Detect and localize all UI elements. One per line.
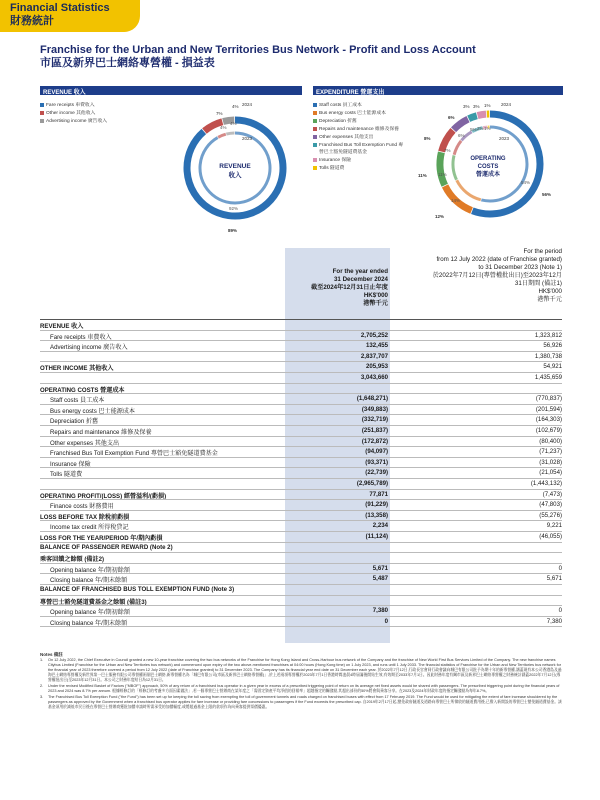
expenditure-outer-slice xyxy=(469,116,477,119)
row-label: Advertising income 廣告收入 xyxy=(50,344,128,352)
exp-i7: 7% xyxy=(444,148,451,153)
expenditure-inner-slice xyxy=(457,180,481,200)
revenue-donut-chart xyxy=(180,100,290,232)
value-2024: (93,371) xyxy=(365,458,388,466)
expenditure-inner-year: 2023 xyxy=(499,136,510,141)
value-2024: 2,705,252 xyxy=(360,331,388,339)
exp-i54: 54% xyxy=(521,180,531,185)
column-header-line: 31 December 2024 xyxy=(333,276,388,283)
legend-swatch xyxy=(313,143,317,147)
note-number: 1. xyxy=(40,658,44,662)
row-rule xyxy=(40,383,562,384)
header-en: Financial Statistics xyxy=(10,2,110,14)
row-rule xyxy=(40,414,562,415)
expenditure-legend-item xyxy=(313,126,405,133)
expenditure-legend-item xyxy=(313,157,405,164)
exp-o11: 11% xyxy=(418,173,427,178)
row-label: OTHER INCOME 其他收入 xyxy=(40,365,114,373)
table-top-rule xyxy=(40,319,562,320)
value-2023: (7,473) xyxy=(542,490,562,498)
row-rule xyxy=(40,446,562,447)
legend-swatch xyxy=(313,111,317,115)
column-header-line: 港幣千元 xyxy=(363,300,388,307)
row-label: Income tax credit 所得稅貸記 xyxy=(50,524,129,532)
note-item xyxy=(40,658,562,683)
expenditure-legend-item xyxy=(313,118,405,125)
row-label: Insurance 保險 xyxy=(50,460,91,468)
revenue-inner-slice xyxy=(226,133,234,134)
table-row xyxy=(40,416,562,425)
row-rule xyxy=(40,457,562,458)
expenditure-inner-slice xyxy=(454,141,461,155)
revenue-legend-item xyxy=(40,118,130,125)
exp-i2: 2% xyxy=(477,126,484,131)
column-header-line: 31日期間 (備註1) xyxy=(514,280,562,287)
legend-swatch xyxy=(313,135,317,139)
value-2024: 5,487 xyxy=(372,575,388,583)
exp-i5: 5% xyxy=(470,127,477,132)
revenue-center-zh: 收入 xyxy=(228,172,242,179)
table-row xyxy=(40,522,562,531)
value-2023: (55,276) xyxy=(539,511,562,519)
row-rule xyxy=(40,563,562,564)
notes-section xyxy=(40,652,562,711)
table-row xyxy=(40,512,562,521)
value-2023: (21,054) xyxy=(539,469,562,477)
value-2024: (13,358) xyxy=(365,511,388,519)
row-label: Franchised Bus Toll Exemption Fund 專營巴士豁免隧道費基金 xyxy=(50,450,218,458)
column-header-line: 於2022年7月12日(專營權批出日)至2023年12月 xyxy=(432,272,562,279)
value-2023: (47,803) xyxy=(539,501,562,509)
value-2023: (1,443,132) xyxy=(530,480,562,487)
legend-swatch xyxy=(313,103,317,107)
value-2024: (251,837) xyxy=(361,427,388,434)
value-2024: 2,234 xyxy=(372,522,388,530)
revenue-legend-item xyxy=(40,110,130,117)
table-row xyxy=(40,438,562,447)
column-header-line: 港幣千元 xyxy=(537,296,562,303)
legend-label: Other expenses 其他支出 xyxy=(319,135,374,140)
row-rule xyxy=(40,340,562,341)
value-2024: (332,719) xyxy=(361,416,388,424)
column-header-line: 截至2024年12月31日止年度 xyxy=(310,284,388,291)
legend-label: Advertising income 廣告收入 xyxy=(46,119,108,124)
note-number: 2. xyxy=(40,684,44,688)
expenditure-legend xyxy=(313,102,405,173)
row-label: Repairs and maintenance 維修及保養 xyxy=(50,429,152,436)
row-label: LOSS BEFORE TAX 除稅前虧損 xyxy=(40,513,130,521)
revenue-legend-item xyxy=(40,102,130,109)
table-row xyxy=(40,597,562,606)
value-2024: 2,837,707 xyxy=(360,352,388,360)
title-zh: 市區及新界巴士網絡專營權 - 損益表 xyxy=(40,57,215,69)
revenue-inner-other-pct: 4% xyxy=(220,125,227,130)
value-2023: (102,679) xyxy=(535,427,562,434)
value-2023: 9,221 xyxy=(546,522,562,530)
note-text: The Franchised Bus Toll Exemption Fund ("the Fund") has been set up for keeping the toll saving from exempting the toll of government tunnels and roads charged on franchised buses with effect from 17 February 2019. The Fund would be used for mitigating the extent of fare increase shouldered by the passengers as approved by the Government when a franchised bus operator applies for fare increase or providing fare concessions to passengers if the Fund exceeds the prescribed cap. 自2019年2月17日起,豁免政府隧道及道路向專營巴士所徵收的隧道費用後,已撥入新開設的專營巴士豁免隧道費基金。該基金須用於減低市民日後在專營巴士營辦商獲批加價申請時所需承受的加價幅度,或將超過基金上限的款項作為向乘客提供票價優惠。 xyxy=(48,695,562,709)
exp-o1: 1% xyxy=(484,103,491,108)
note-text: On 12 July 2022, the Chief Executive in Council granted a new 10-year franchise covering the two bus networks of the Franchise for Hong Kong Island and Cross-Harbour bus network of the Company and the franchise of New World First Bus Services Limited of the Company. The new franchise names Citybus Limited (Franchise for the Urban and New Territories bus network) and commenced upon expiry of the two above-mentioned franchises at 04:00 hours (Hong Kong time) on 1 July 2023, and runs until 1 July 2033. The financial statistics of Franchise for the Urban and New Territories bus network for the financial year of 2023 therefore covered a period from 12 July 2022 (date of Franchise granted) to 31 December 2023. The Company has its financial year end date on 31 December each year. 於2022年7月12日,行政長官會同行政會議向城巴有限公司批予為期十年的新專營權,涵蓋現有本公司香港島及過海巴士網絡專營權及新世界第一巴士服務有限公司專營權兩個巴士網絡,新專營權名為「城巴有限公司(市區及新界巴士網絡專營權)」,於上述兩項專營權於2023年7月1日香港時間凌晨4時屆滿後開始生效,有效期至2033年7月1日。因此財務年度有關市區及新界巴士網絡專營權之財務統計涵蓋2022年7月12日(專營權批出日)至2023年12月31日。本公司之財務年度結日為12月31日。 xyxy=(48,658,562,682)
exp-i11: 11% xyxy=(438,172,447,177)
value-2024: 3,043,660 xyxy=(360,374,388,381)
column-header-2024 xyxy=(290,268,388,308)
legend-swatch xyxy=(40,119,44,123)
legend-label: Insurance 保險 xyxy=(319,158,351,163)
expenditure-center-3: 營運成本 xyxy=(475,172,501,178)
row-rule xyxy=(40,542,562,543)
row-rule xyxy=(40,510,562,511)
row-label: LOSS FOR THE YEAR/PERIOD 年/期內虧損 xyxy=(40,535,163,542)
legend-swatch xyxy=(40,111,44,115)
legend-label: Other income 其他收入 xyxy=(46,111,96,116)
row-rule xyxy=(40,404,562,405)
value-2024: 0 xyxy=(384,617,388,625)
value-2023: 1,435,659 xyxy=(534,374,562,381)
column-header-line: For the year ended xyxy=(332,268,388,275)
expenditure-legend-item xyxy=(313,165,405,172)
value-2023: 7,380 xyxy=(546,617,562,625)
table-row xyxy=(40,586,562,595)
row-label: 乘客回饋之餘額 (備註2) xyxy=(40,556,104,564)
revenue-inner-year: 2023 xyxy=(242,136,253,141)
row-rule xyxy=(40,393,562,394)
table-row xyxy=(40,565,562,574)
revenue-outer-adv-pct: 4% xyxy=(232,104,239,109)
expenditure-inner-slice xyxy=(453,155,457,179)
expenditure-donut-chart xyxy=(418,100,562,224)
legend-swatch xyxy=(313,127,317,131)
column-header-line: For the period xyxy=(523,248,562,255)
row-rule xyxy=(40,436,562,437)
table-row xyxy=(40,332,562,341)
row-rule xyxy=(40,489,562,490)
value-2023: 1,380,738 xyxy=(534,352,562,360)
value-2023: (164,303) xyxy=(535,416,562,424)
note-text: Under the revised Modified Basket of Factors ("MBOF") approach, 50% of any return of a franchised bus operator in a given year in excess of a prescribed triggering point of return on its average net fixed assets would be shared with passengers. The prescribed triggering point during the financial years of 2023 and 2024 was 8.7% per annum. 根據經修訂的「經修訂的考慮多方面因素做法」,若一個專營巴士營辦商在某年度之「需固定資產平均淨值的回報率」超越指定的觸發點,其超出部份的50%將會與乘客分享。在2023及2024年財政年度的指定觸發點為每年8.7%。 xyxy=(48,684,560,693)
exp-i14: 14% xyxy=(451,198,461,203)
value-2023: 0 xyxy=(558,607,562,615)
table-row xyxy=(40,427,562,436)
notes-heading: Notes 備註 xyxy=(40,652,63,657)
row-rule xyxy=(40,573,562,574)
row-rule xyxy=(40,467,562,468)
expenditure-outer-slice xyxy=(478,114,487,115)
expenditure-outer-slice xyxy=(440,152,445,185)
note-number: 3. xyxy=(40,695,44,699)
table-row xyxy=(40,469,562,478)
expenditure-legend-item xyxy=(313,142,405,156)
value-2023: 5,671 xyxy=(546,575,562,583)
exp-o8: 8% xyxy=(424,136,431,141)
value-2023: (46,055) xyxy=(539,533,562,540)
value-2024: (94,097) xyxy=(365,448,388,456)
table-row xyxy=(40,459,562,468)
row-rule xyxy=(40,616,562,617)
value-2023: (770,837) xyxy=(535,395,562,403)
row-label: BALANCE OF PASSENGER REWARD (Note 2) xyxy=(40,543,173,551)
expenditure-outer-year: 2024 xyxy=(501,102,512,107)
table-row xyxy=(40,501,562,510)
row-label: Closing balance 年/期末餘額 xyxy=(50,577,128,585)
row-label: Other expenses 其他支出 xyxy=(50,439,120,447)
exp-o3a: 3% xyxy=(463,104,470,109)
revenue-heading: REVENUE 收入 xyxy=(40,86,302,95)
legend-label: Tolls 隧道費 xyxy=(319,166,345,171)
value-2023: (31,028) xyxy=(539,458,562,466)
expenditure-legend-item xyxy=(313,134,405,141)
legend-swatch xyxy=(313,166,317,170)
row-label: Opening balance 年/期初餘額 xyxy=(50,566,130,574)
table-row xyxy=(40,448,562,457)
section-header xyxy=(10,2,110,28)
table-row xyxy=(40,395,562,404)
row-rule xyxy=(40,520,562,521)
revenue-inner-adv-pct: 4% xyxy=(230,121,237,126)
column-header-line: to 31 December 2023 (Note 1) xyxy=(478,264,562,271)
expenditure-center-2: COSTS xyxy=(477,164,499,170)
table-row xyxy=(40,480,562,489)
legend-label: Depreciation 折舊 xyxy=(319,119,357,124)
header-zh: 財務統計 xyxy=(10,15,54,27)
title-en: Franchise for the Urban and New Territories Bus Network - Profit and Loss Account xyxy=(40,44,476,56)
table-row xyxy=(40,374,562,383)
legend-label: Franchised Bus Toll Exemption Fund 專營巴士豁免隧道費基金 xyxy=(319,143,404,155)
value-2023: (80,400) xyxy=(539,437,562,445)
column-header-line: from 12 July 2022 (date of Franchise granted) xyxy=(436,256,562,263)
exp-o6: 6% xyxy=(448,115,455,120)
note-item xyxy=(40,695,562,710)
legend-swatch xyxy=(313,119,317,123)
row-rule xyxy=(40,478,562,479)
table-row xyxy=(40,607,562,616)
table-row xyxy=(40,533,562,542)
legend-swatch xyxy=(313,158,317,162)
column-header-2023 xyxy=(400,248,562,304)
row-rule xyxy=(40,499,562,500)
row-label: BALANCE OF FRANCHISED BUS TOLL EXEMPTION FUND (Note 3) xyxy=(40,586,235,593)
row-rule xyxy=(40,552,562,553)
expenditure-legend-item xyxy=(313,102,405,109)
row-label: OPERATING COSTS 營運成本 xyxy=(40,386,125,394)
legend-swatch xyxy=(40,103,44,107)
value-2024: 77,871 xyxy=(369,490,388,498)
row-rule xyxy=(40,351,562,352)
exp-o3b: 3% xyxy=(473,104,480,109)
row-rule xyxy=(40,330,562,331)
value-2024: 5,671 xyxy=(372,564,388,572)
row-label: Opening balance 年/期初餘額 xyxy=(50,609,130,617)
legend-label: Fare receipts 車費收入 xyxy=(46,103,95,108)
row-rule xyxy=(40,531,562,532)
row-rule xyxy=(40,626,562,627)
row-rule xyxy=(40,595,562,596)
table-row xyxy=(40,544,562,553)
revenue-legend xyxy=(40,102,130,126)
value-2024: 132,455 xyxy=(365,342,388,350)
value-2024: 205,953 xyxy=(365,363,388,371)
value-2024: (1,648,271) xyxy=(356,395,388,403)
table-row xyxy=(40,385,562,394)
row-rule xyxy=(40,425,562,426)
expenditure-heading: EXPENDITURE 營運支出 xyxy=(313,86,563,95)
table-row xyxy=(40,575,562,584)
row-rule xyxy=(40,605,562,606)
row-rule xyxy=(40,372,562,373)
value-2024: (11,124) xyxy=(365,533,388,540)
value-2023: (71,237) xyxy=(539,448,562,456)
table-row xyxy=(40,342,562,351)
row-label: Tolls 隧道費 xyxy=(50,471,83,479)
row-label: Finance costs 財務費用 xyxy=(50,503,114,511)
value-2023: 0 xyxy=(558,564,562,572)
revenue-outer-year: 2024 xyxy=(242,102,253,107)
table-row xyxy=(40,406,562,415)
row-label: OPERATING PROFIT/(LOSS) 經營溢利/(虧損) xyxy=(40,492,167,500)
note-item xyxy=(40,684,562,694)
column-header-line: HK$'000 xyxy=(538,288,562,295)
expenditure-legend-item xyxy=(313,110,405,117)
legend-label: Staff costs 員工成本 xyxy=(319,103,362,108)
row-rule xyxy=(40,361,562,362)
value-2024: (22,739) xyxy=(365,469,388,477)
value-2023: 56,926 xyxy=(543,342,562,350)
page-title xyxy=(40,44,476,70)
table-row xyxy=(40,618,562,627)
exp-i6: 6% xyxy=(458,133,465,138)
column-header-line: HK$'000 xyxy=(363,292,388,299)
revenue-outer-other-pct: 7% xyxy=(216,111,223,116)
revenue-inner-main-pct: 92% xyxy=(229,206,239,211)
row-label: REVENUE 收入 xyxy=(40,323,84,330)
value-2024: (349,883) xyxy=(361,405,388,413)
row-label: Fare receipts 車費收入 xyxy=(50,333,112,341)
table-row xyxy=(40,353,562,362)
row-label: Closing balance 年/期末餘額 xyxy=(50,619,128,627)
value-2024: 7,380 xyxy=(372,607,388,615)
expenditure-outer-slice xyxy=(454,119,468,130)
row-label: Depreciation 折舊 xyxy=(50,418,99,426)
value-2023: 54,921 xyxy=(543,363,562,371)
table-row xyxy=(40,363,562,372)
revenue-outer-main-pct: 89% xyxy=(228,228,238,232)
revenue-inner-slice xyxy=(218,134,226,137)
row-label: 專營巴士豁免隧道費基金之餘額 (備註3) xyxy=(40,598,147,606)
table-row xyxy=(40,321,562,330)
table-row xyxy=(40,554,562,563)
exp-o56: 56% xyxy=(542,192,552,197)
table-row xyxy=(40,491,562,500)
row-rule xyxy=(40,584,562,585)
exp-i1: 1% xyxy=(484,126,491,131)
row-label: Staff costs 員工成本 xyxy=(50,397,105,405)
row-label: Bus energy costs 巴士能源成本 xyxy=(50,407,135,415)
exp-o12: 12% xyxy=(435,214,445,219)
legend-label: Bus energy costs 巴士能源成本 xyxy=(319,111,386,116)
value-2023: (201,594) xyxy=(535,405,562,413)
expenditure-center-1: OPERATING xyxy=(470,156,506,162)
legend-label: Repairs and maintenance 維修及保養 xyxy=(319,127,399,132)
value-2024: (2,965,789) xyxy=(356,480,388,487)
revenue-center-en: REVENUE xyxy=(219,163,251,170)
value-2024: (91,229) xyxy=(365,501,388,509)
value-2023: 1,323,812 xyxy=(534,331,562,339)
value-2024: (172,872) xyxy=(361,437,388,445)
